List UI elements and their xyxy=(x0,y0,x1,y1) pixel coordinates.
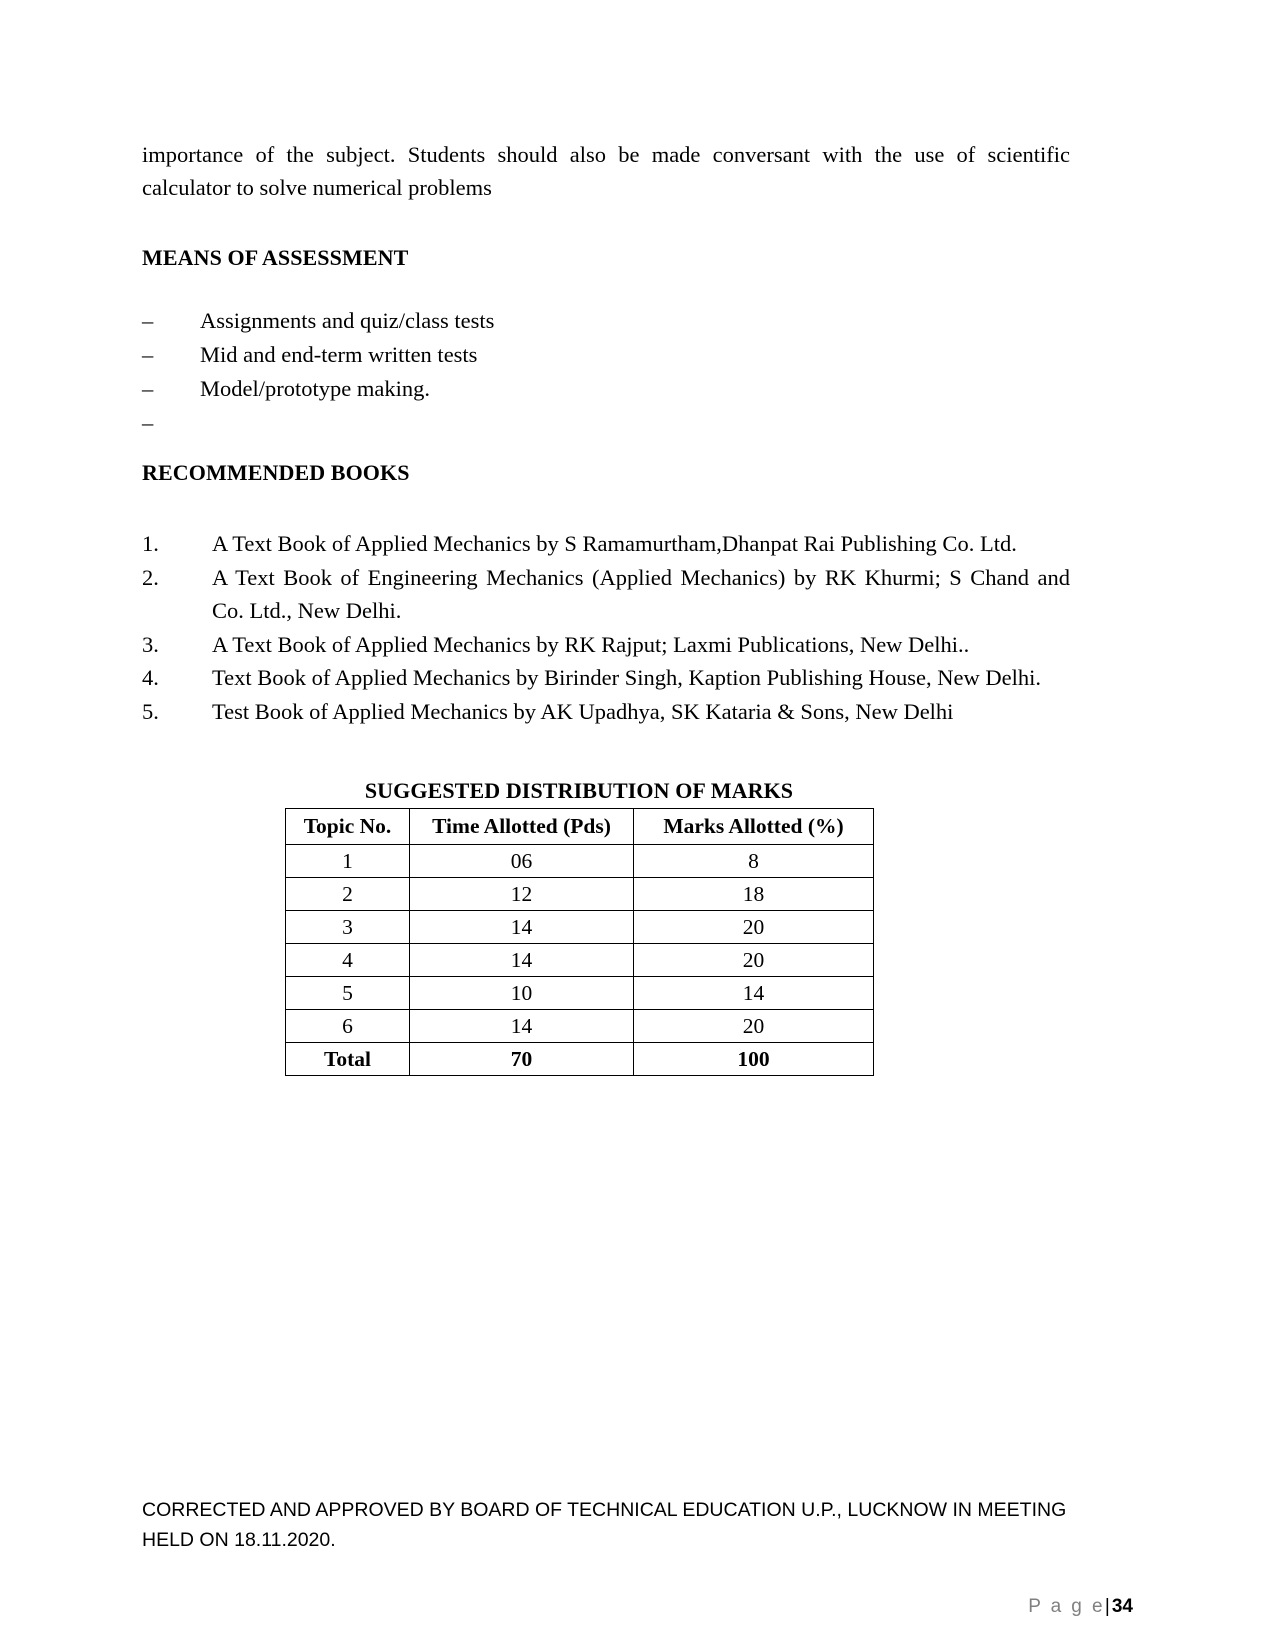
list-item xyxy=(142,527,1070,561)
dash-marker-icon: – xyxy=(142,376,154,401)
cell-time: 10 xyxy=(410,977,634,1010)
table-header-row xyxy=(286,809,874,845)
cell-marks: 14 xyxy=(634,977,874,1010)
list-item-label: Test Book of Applied Mechanics by AK Upadhya, SK Kataria & Sons, New Delhi xyxy=(212,698,954,724)
list-item-label: Model/prototype making. xyxy=(200,376,430,401)
cell-total-label: Total xyxy=(286,1043,410,1076)
cell-time: 14 xyxy=(410,1010,634,1043)
table-row xyxy=(286,878,874,911)
dash-marker-icon: – xyxy=(142,342,154,367)
list-item xyxy=(142,661,1070,695)
table-total-row xyxy=(286,1043,874,1076)
assessment-list xyxy=(142,304,1070,440)
list-item xyxy=(142,628,1070,662)
list-item-number: 4. xyxy=(142,665,159,690)
table-row xyxy=(286,977,874,1010)
table-row xyxy=(286,1010,874,1043)
table-row xyxy=(286,944,874,977)
list-item-number: 1. xyxy=(142,531,159,556)
list-item-label: Mid and end-term written tests xyxy=(200,342,478,367)
page-label: P a g e xyxy=(1028,1596,1105,1617)
cell-marks: 20 xyxy=(634,1010,874,1043)
column-header-time-allotted: Time Allotted (Pds) xyxy=(410,809,634,845)
list-item-label xyxy=(200,406,1070,416)
approval-footer xyxy=(142,1495,1072,1555)
cell-total-time: 70 xyxy=(410,1043,634,1076)
table-caption: SUGGESTED DISTRIBUTION OF MARKS xyxy=(364,778,794,803)
dash-marker-icon: – xyxy=(142,308,154,333)
list-item xyxy=(142,338,1070,372)
approval-line-2: HELD ON 18.11.2020. xyxy=(142,1529,336,1551)
cell-topic: 5 xyxy=(286,977,410,1010)
column-header-marks-allotted: Marks Allotted (%) xyxy=(634,809,874,845)
cell-time: 14 xyxy=(410,911,634,944)
list-item-label: Assignments and quiz/class tests xyxy=(200,308,495,333)
page-separator: | xyxy=(1104,1596,1110,1617)
list-item xyxy=(142,372,1070,406)
dash-marker-icon: – xyxy=(142,410,154,435)
list-item-label: A Text Book of Engineering Mechanics (Applied Mechanics) by RK Khurmi; S Chand and Co. Ltd., New Delhi. xyxy=(212,564,1070,623)
cell-total-marks: 100 xyxy=(634,1043,874,1076)
list-item-number: 5. xyxy=(142,698,159,724)
cell-topic: 1 xyxy=(286,845,410,878)
means-of-assessment-heading: MEANS OF ASSESSMENT xyxy=(142,245,409,270)
cell-marks: 20 xyxy=(634,911,874,944)
approval-line-1: CORRECTED AND APPROVED BY BOARD OF TECHNICAL EDUCATION U.P., LUCKNOW IN MEETING xyxy=(142,1499,1067,1521)
cell-topic: 3 xyxy=(286,911,410,944)
list-item-label: Text Book of Applied Mechanics by Birinder Singh, Kaption Publishing House, New Delhi. xyxy=(212,665,1041,690)
recommended-books-heading: RECOMMENDED BOOKS xyxy=(142,460,410,485)
cell-marks: 20 xyxy=(634,944,874,977)
cell-marks: 8 xyxy=(634,845,874,878)
list-item xyxy=(142,304,1070,338)
cell-time: 12 xyxy=(410,878,634,911)
list-item xyxy=(142,406,1070,440)
spacer xyxy=(142,486,1070,527)
marks-distribution-table xyxy=(285,808,874,1076)
cell-marks: 18 xyxy=(634,878,874,911)
marks-distribution-block xyxy=(285,778,873,1076)
list-item-label: A Text Book of Applied Mechanics by S Ramamurtham,Dhanpat Rai Publishing Co. Ltd. xyxy=(212,531,1017,556)
table-row xyxy=(286,911,874,944)
table-row xyxy=(286,845,874,878)
cell-time: 14 xyxy=(410,944,634,977)
list-item-number: 3. xyxy=(142,631,159,657)
cell-topic: 6 xyxy=(286,1010,410,1043)
page-number-footer xyxy=(1028,1596,1133,1618)
list-item-label: A Text Book of Applied Mechanics by RK Rajput; Laxmi Publications, New Delhi.. xyxy=(212,631,970,657)
cell-topic: 4 xyxy=(286,944,410,977)
spacer xyxy=(142,204,1070,245)
cell-topic: 2 xyxy=(286,878,410,911)
spacer xyxy=(142,440,1070,460)
cell-time: 06 xyxy=(410,845,634,878)
page-number-value: 34 xyxy=(1111,1596,1133,1617)
intro-paragraph: importance of the subject. Students should also be made conversant with the use of scientific calculator to solve numerical problems xyxy=(142,142,1070,200)
list-item xyxy=(142,561,1070,628)
page-content xyxy=(142,138,1070,728)
spacer xyxy=(142,271,1070,304)
list-item-number: 2. xyxy=(142,564,159,590)
recommended-books-list xyxy=(142,527,1070,728)
list-item xyxy=(142,695,1070,729)
column-header-topic-no: Topic No. xyxy=(286,809,410,845)
